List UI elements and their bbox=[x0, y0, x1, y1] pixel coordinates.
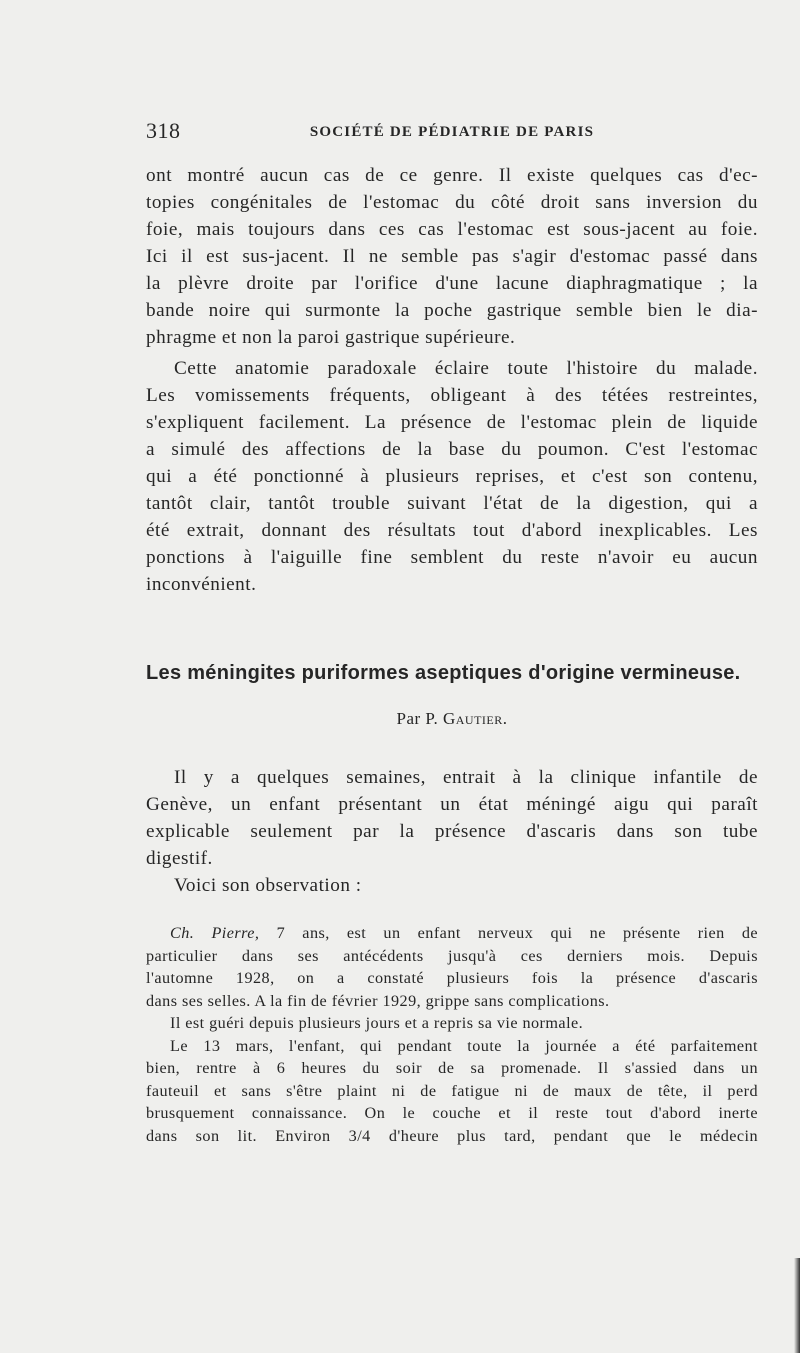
text-line: brusquement connaissance. On le couche et il reste tout d'abord inerte bbox=[146, 1104, 758, 1122]
text-line: l'automne 1928, on a constaté plusieurs fois la présence d'ascaris bbox=[146, 969, 758, 987]
text-line: Genève, un enfant présentant un état méningé aigu qui paraît bbox=[146, 794, 758, 815]
text-line: tantôt clair, tantôt trouble suivant l'état de la digestion, qui a bbox=[146, 493, 758, 514]
article-title: Les méningites puriformes aseptiques d'origine vermineuse. bbox=[146, 662, 741, 684]
page-edge-shadow bbox=[794, 1258, 800, 1353]
text-line: Voici son observation : bbox=[174, 875, 362, 896]
text-line: s'expliquent facilement. La présence de l'estomac plein de liquide bbox=[146, 412, 758, 433]
running-head: SOCIÉTÉ DE PÉDIATRIE DE PARIS bbox=[309, 124, 595, 140]
page-number: 318 bbox=[146, 118, 181, 143]
patient-name: Ch. Pierre, bbox=[170, 924, 260, 942]
continuation-paragraph bbox=[146, 162, 758, 351]
text-line: Ch. Pierre, 7 ans, est un enfant nerveux qui ne présente rien de bbox=[170, 924, 759, 942]
text-line: a simulé des affections de la base du poumon. C'est l'estomac bbox=[146, 439, 758, 460]
text-line: Il est guéri depuis plusieurs jours et a repris sa vie normale. bbox=[170, 1014, 584, 1032]
byline-prefix: Par P. bbox=[396, 709, 443, 728]
text-line: foie, mais toujours dans ces cas l'estomac est sous-jacent au foie. bbox=[146, 219, 758, 240]
article-byline bbox=[146, 709, 758, 729]
text-line: Cette anatomie paradoxale éclaire toute l'histoire du malade. bbox=[174, 358, 758, 379]
text-line: dans ses selles. A la fin de février 1929, grippe sans complications. bbox=[146, 991, 610, 1010]
text-line: Il y a quelques semaines, entrait à la clinique infantile de bbox=[174, 767, 758, 788]
observation-text bbox=[146, 922, 758, 1147]
text-line: bien, rentre à 6 heures du soir de sa promenade. Il s'assied dans un bbox=[146, 1059, 758, 1077]
text-line: ont montré aucun cas de ce genre. Il existe quelques cas d'ec- bbox=[146, 165, 758, 186]
text-line: explicable seulement par la présence d'ascaris dans son tube bbox=[146, 821, 758, 842]
text-line: digestif. bbox=[146, 848, 213, 869]
text-line: été extrait, donnant des résultats tout d'abord inexplicables. Les bbox=[146, 520, 758, 541]
text-line: fauteuil et sans s'être plaint ni de fatigue ni de maux de tête, il perd bbox=[146, 1081, 758, 1100]
anatomy-paragraph bbox=[146, 355, 758, 598]
text-line: ponctions à l'aiguille fine semblent du reste n'avoir eu aucun bbox=[146, 547, 758, 568]
text-line: dans son lit. Environ 3/4 d'heure plus tard, pendant que le médecin bbox=[146, 1126, 758, 1145]
text-line: Le 13 mars, l'enfant, qui pendant toute la journée a été parfaitement bbox=[170, 1036, 758, 1055]
intro-paragraph bbox=[146, 764, 758, 872]
text-line: topies congénitales de l'estomac du côté droit sans inversion du bbox=[146, 192, 758, 213]
text-line: Ici il est sus-jacent. Il ne semble pas s'agir d'estomac passé dans bbox=[146, 246, 758, 267]
text-line: particulier dans ses antécédents jusqu'à ces derniers mois. Depuis bbox=[146, 946, 758, 965]
text-line: phragme et non la paroi gastrique supérieure. bbox=[146, 327, 516, 348]
observation-intro bbox=[146, 872, 758, 899]
text-line: Les vomissements fréquents, obligeant à des tétées restreintes, bbox=[146, 385, 758, 406]
text-line: qui a été ponctionné à plusieurs reprises, et c'est son contenu, bbox=[146, 466, 758, 487]
author-name: Gautier. bbox=[442, 709, 508, 728]
text-line: bande noire qui surmonte la poche gastrique semble bien le dia- bbox=[146, 300, 758, 321]
text-line: la plèvre droite par l'orifice d'une lacune diaphragmatique ; la bbox=[146, 273, 758, 294]
text-line: inconvénient. bbox=[146, 574, 257, 595]
page-header bbox=[146, 118, 758, 148]
